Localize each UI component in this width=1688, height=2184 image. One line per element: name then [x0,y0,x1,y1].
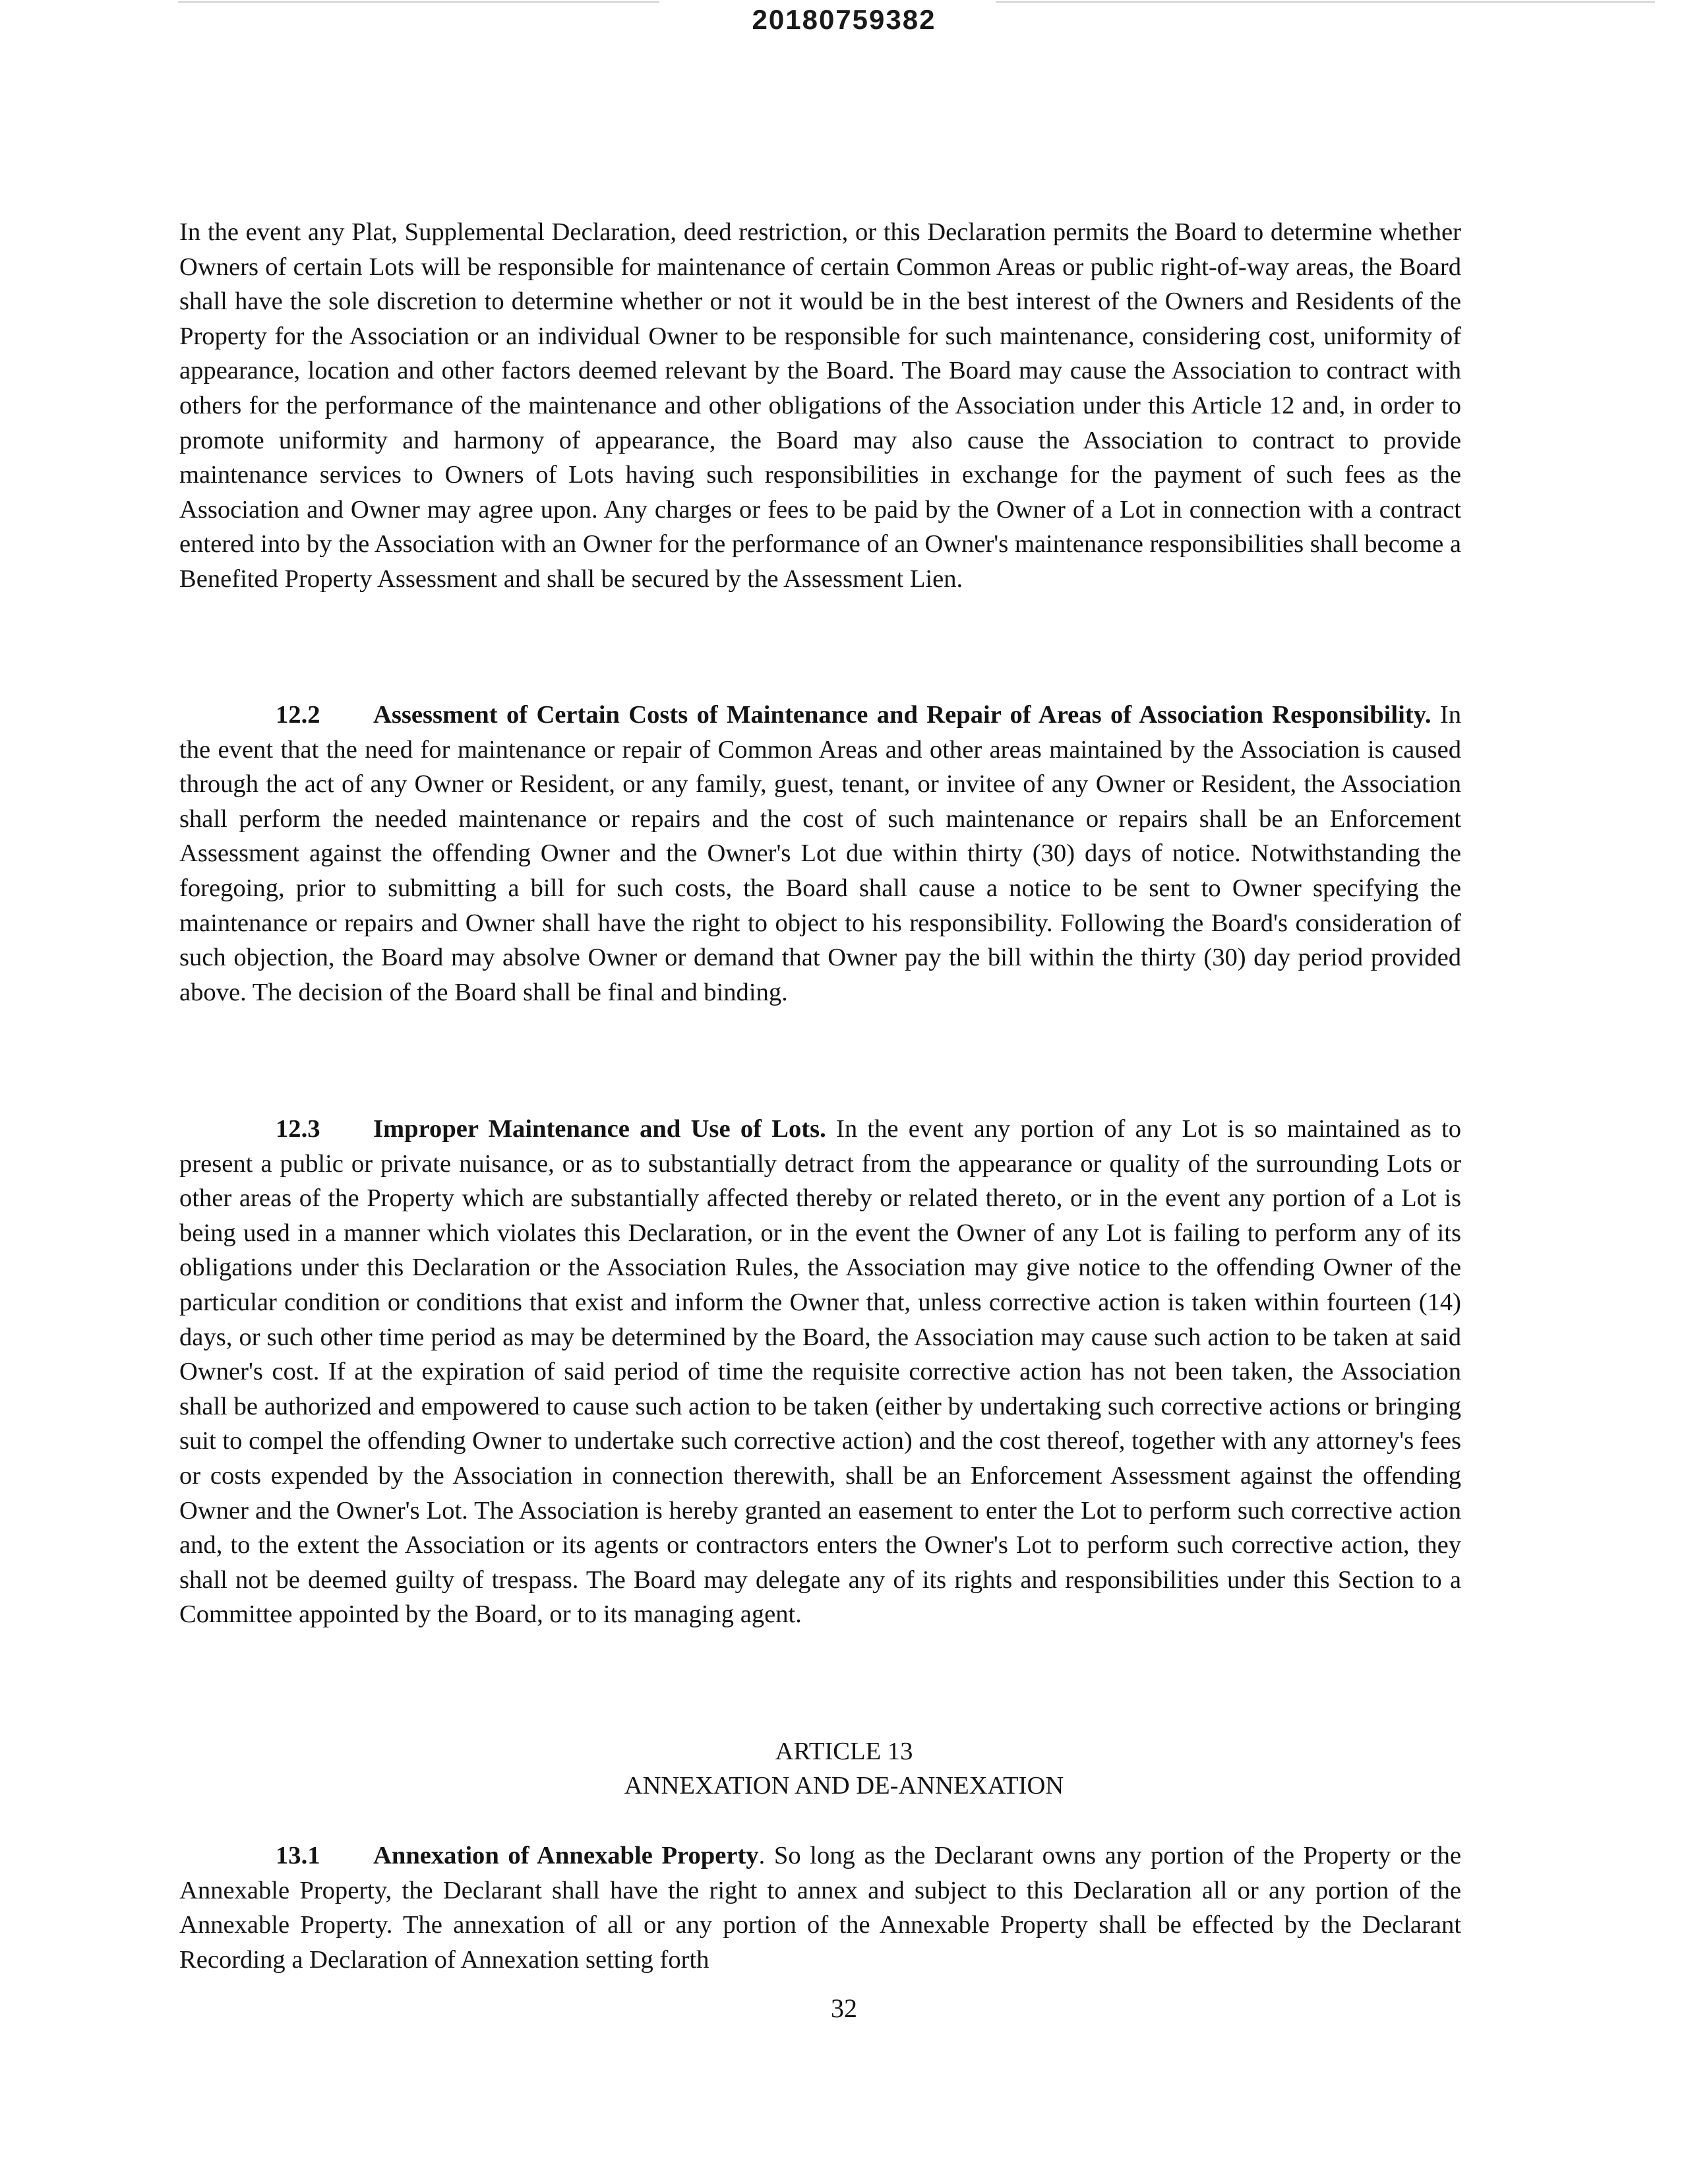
section-number: 12.3 [276,1115,320,1143]
section-text: In the event any portion of any Lot is so maintained as to present a public or private nuisance, or as to substantially detract from the appearance or quality of the surrounding Lots or other areas of the Property which are substantially affected thereby or related thereto, or in the event any portion of a Lot is being used in a manner which violates this Declaration, or in the event the Owner of any Lot is failing to perform any of its obligations under this Declaration or the Association Rules, the Association may give notice to the offending Owner of the particular condition or conditions that exist and inform the Owner that, unless corrective action is taken within fourteen (14) days, or such other time period as may be determined by the Board, the Association may cause such action to be taken at said Owner's cost. If at the expiration of said period of time the requisite corrective action has not been taken, the Association shall be authorized and empowered to cause such action to be taken (either by undertaking such corrective actions or bringing suit to compel the offending Owner to undertake such corrective action) and the cost thereof, together with any attorney's fees or costs expended by the Association in connection therewith, shall be an Enforcement Assessment against the offending Owner and the Owner's Lot. The Association is hereby granted an easement to enter the Lot to perform such corrective action and, to the extent the Association or its agents or contractors enters the Owner's Lot to perform such corrective action, they shall not be deemed guilty of trespass. The Board may delegate any of its rights and responsibilities under this Section to a Committee appointed by the Board, or to its managing agent. [179,1115,1461,1629]
article-title: ANNEXATION AND DE-ANNEXATION [624,1772,1064,1800]
article-number: ARTICLE 13 [775,1738,913,1765]
section-text: In the event that the need for maintenance or repair of Common Areas and other areas maintained by the Association is caused through the act of any Owner or Resident, or any family, guest, tenant, or invitee of any Owner or Resident, the Association shall perform the needed maintenance or repairs and the cost of such maintenance or repairs shall be an Enforcement Assessment against the offending Owner and the Owner's Lot due within thirty (30) days of notice. Notwithstanding the foregoing, prior to submitting a bill for such costs, the Board shall cause a notice to be sent to Owner specifying the maintenance or repairs and Owner shall have the right to object to his responsibility. Following the Board's consideration of such objection, the Board may absolve Owner or demand that Owner pay the bill within the thirty (30) day period provided above. The decision of the Board shall be final and binding. [179,701,1461,1006]
section-heading: Improper Maintenance and Use of Lots. [373,1115,826,1143]
scan-artifact-line [178,1,659,3]
section-13-1 [179,1838,1461,1977]
section-heading: Assessment of Certain Costs of Maintenance and Repair of Areas of Association Responsibility. [373,701,1432,729]
section-number: 12.2 [276,701,320,729]
section-12-3 [179,1112,1461,1632]
section-12-2 [179,698,1461,1010]
section-heading: Annexation of Annexable Property [373,1842,759,1869]
paragraph-maintenance-discretion: In the event any Plat, Supplemental Declaration, deed restriction, or this Declaration permits the Board to determine whether Owners of certain Lots will be responsible for maintenance of certain Common Areas or public right-of-way areas, the Board shall have the sole discretion to determine whether or not it would be in the best interest of the Owners and Residents of the Property for the Association or an individual Owner to be responsible for such maintenance, considering cost, uniformity of appearance, location and other factors deemed relevant by the Board. The Board may cause the Association to contract with others for the performance of the maintenance and other obligations of the Association under this Article 12 and, in order to promote uniformity and harmony of appearance, the Board may also cause the Association to contract to provide maintenance services to Owners of Lots having such responsibilities in exchange for the payment of such fees as the Association and Owner may agree upon. Any charges or fees to be paid by the Owner of a Lot in connection with a contract entered into by the Association with an Owner for the performance of an Owner's maintenance responsibilities shall become a Benefited Property Assessment and shall be secured by the Assessment Lien. [179,218,1461,593]
page-number: 32 [831,1993,857,2023]
document-number: 20180759382 [752,4,936,35]
section-text: . So long as the Declarant owns any portion of the Property or the Annexable Property, the Declarant shall have the right to annex and subject to this Declaration all or any portion of the Annexable Property. The annexation of all or any portion of the Annexable Property shall be effected by the Declarant Recording a Declaration of Annexation setting forth [179,1842,1462,1974]
scan-artifact-line [996,1,1655,3]
section-number: 13.1 [276,1842,320,1869]
